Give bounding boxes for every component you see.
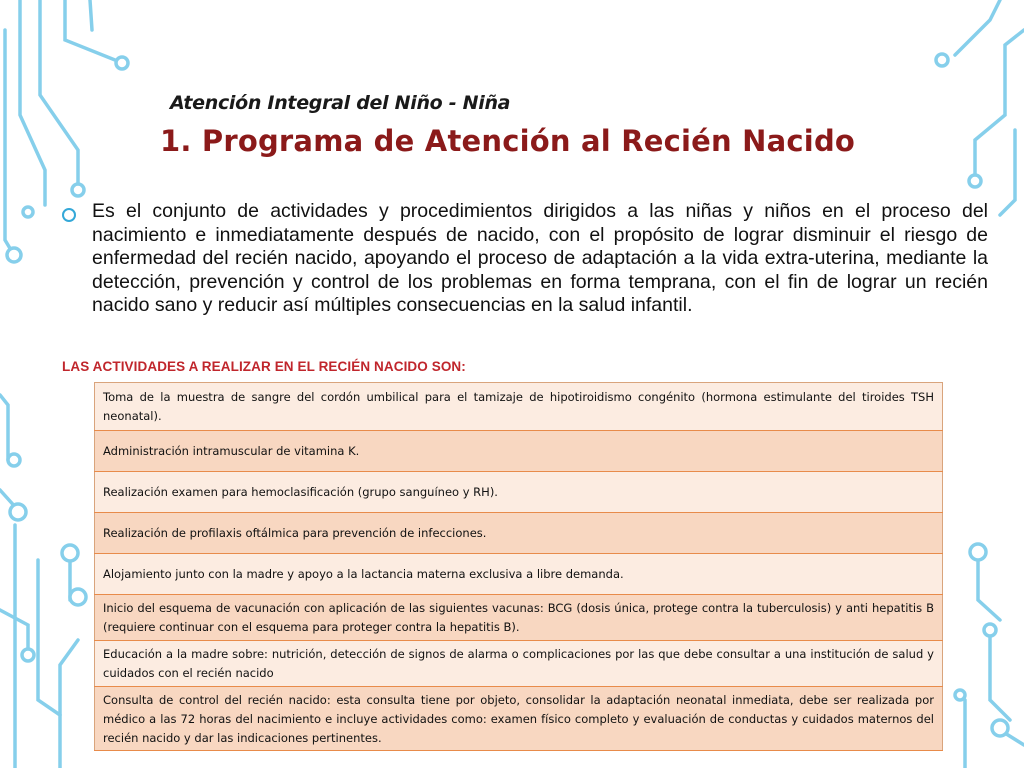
activities-table <box>94 382 943 751</box>
activity-cell: Educación a la madre sobre: nutrición, detección de signos de alarma o complicaciones por las que debe consultar a una institución de salud y cuidados con el recién nacido <box>95 641 943 687</box>
table-row <box>95 472 943 513</box>
activity-cell: Administración intramuscular de vitamina K. <box>95 431 943 472</box>
activity-cell: Consulta de control del recién nacido: esta consulta tiene por objeto, consolidar la adaptación neonatal inmediata, debe ser realizada por médico a las 72 horas del nacimiento e incluye actividades como: examen físico completo y evaluación de conductas y cuidados maternos del recién nacido y dar las indicaciones pertinentes. <box>95 687 943 751</box>
table-row <box>95 554 943 595</box>
table-row <box>95 595 943 641</box>
activity-cell: Inicio del esquema de vacunación con aplicación de las siguientes vacunas: BCG (dosis única, protege contra la tuberculosis) y anti hepatitis B (requiere continuar con el esquema para proteger contra la hepatitis B). <box>95 595 943 641</box>
slide-subtitle: Atención Integral del Niño - Niña <box>170 92 511 114</box>
activity-cell: Realización de profilaxis oftálmica para prevención de infecciones. <box>95 513 943 554</box>
intro-paragraph: Es el conjunto de actividades y procedimientos dirigidos a las niñas y niños en el proceso del nacimiento e inmediatamente después de nacido, con el propósito de lograr disminuir el riesgo de enfermedad del recién nacido, apoyando el proceso de adaptación a la vida extra-uterina, mediante la detección, prevención y control de los problemas en forma temprana, con el fin de lograr un recién nacido sano y reducir así múltiples consecuencias en la salud infantil. <box>92 200 988 316</box>
activity-cell: Realización examen para hemoclasificación (grupo sanguíneo y RH). <box>95 472 943 513</box>
table-row <box>95 431 943 472</box>
table-row <box>95 513 943 554</box>
table-row <box>95 641 943 687</box>
table-row <box>95 687 943 751</box>
bullet-circle-icon <box>62 208 76 222</box>
activity-cell: Alojamiento junto con la madre y apoyo a la lactancia materna exclusiva a libre demanda. <box>95 554 943 595</box>
activities-heading: LAS ACTIVIDADES A REALIZAR EN EL RECIÉN NACIDO SON: <box>62 359 466 374</box>
activity-cell: Toma de la muestra de sangre del cordón umbilical para el tamizaje de hipotiroidismo congénito (hormona estimulante del tiroides TSH neonatal). <box>95 383 943 431</box>
slide-title: 1. Programa de Atención al Recién Nacido <box>160 124 856 158</box>
table-row <box>95 383 943 431</box>
